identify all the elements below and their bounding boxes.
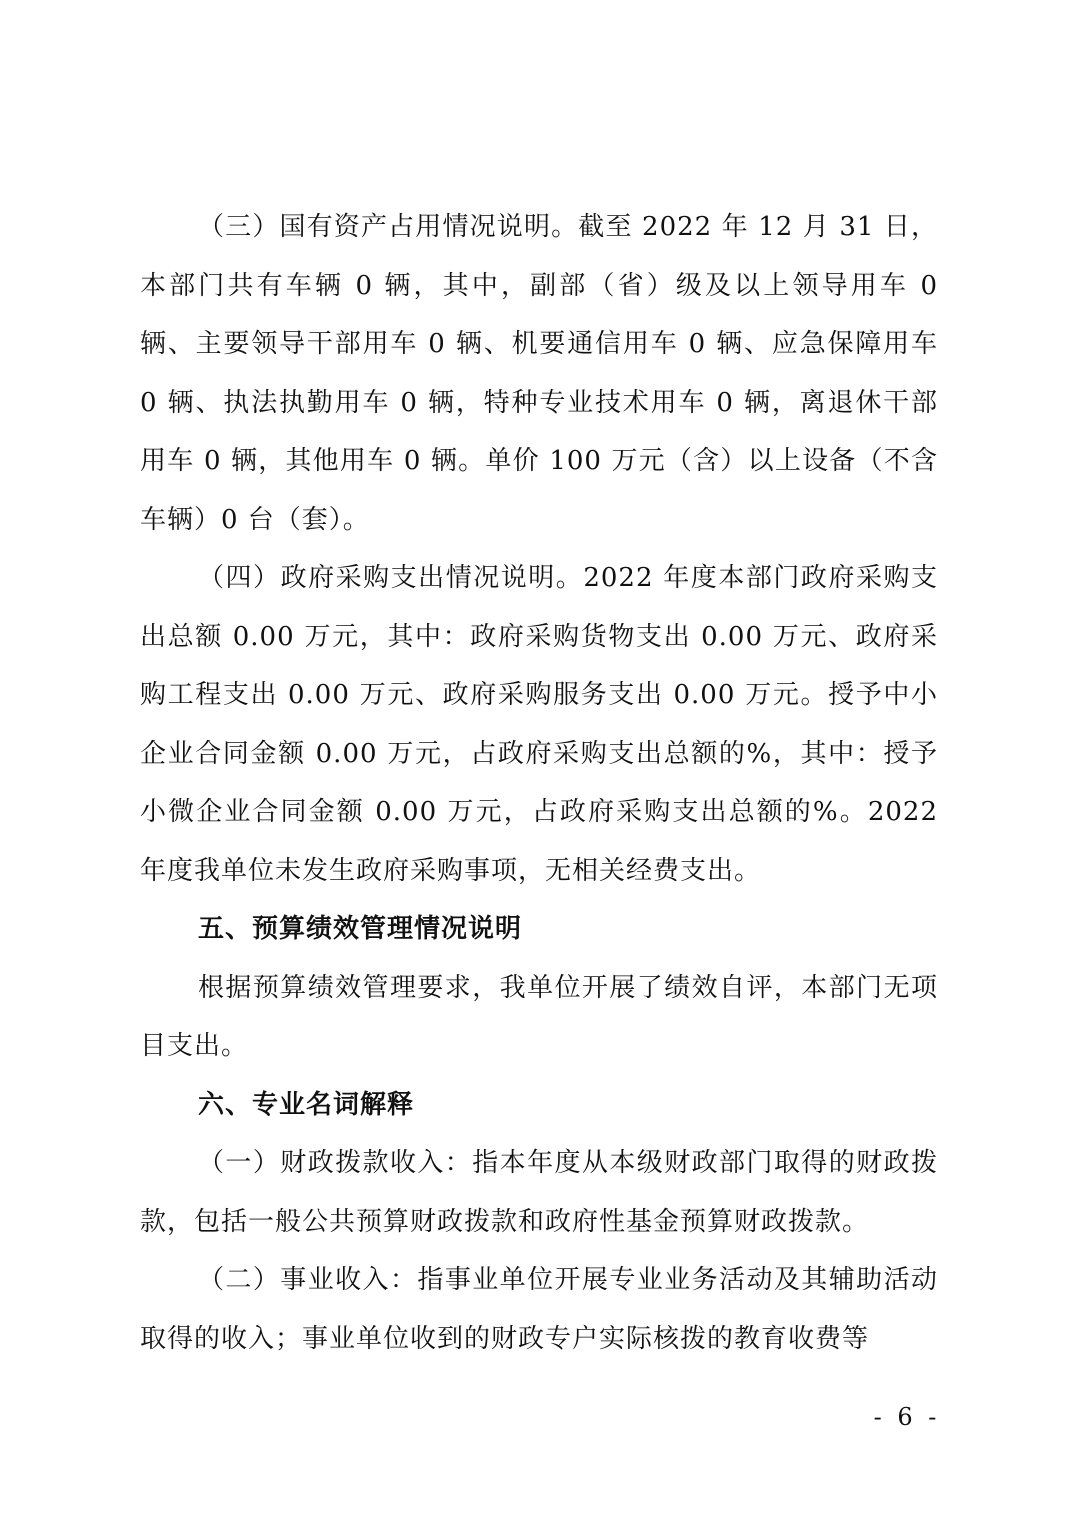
section-heading-budget-performance: 五、预算绩效管理情况说明	[198, 914, 523, 944]
paragraph-lead: （四）政府采购支出情况说明。	[198, 563, 584, 593]
paragraph-lead: （三）国有资产占用情况说明。	[198, 212, 579, 242]
section-heading-terminology: 六、专业名词解释	[198, 1089, 415, 1120]
page-number: - 6 -	[873, 1403, 941, 1431]
paragraph-government-procurement	[140, 549, 938, 900]
paragraph-business-income	[140, 1251, 938, 1368]
paragraph-text: 指本年度从本级财政部门取得的财政拨款，包括一般公共预算财政拨款和政府性基金预算财政拨款。	[140, 1148, 938, 1237]
paragraph-lead: （二）事业收入：	[198, 1265, 418, 1295]
paragraph-text: 指事业单位开展专业业务活动及其辅助活动取得的收入；事业单位收到的财政专户实际核拨的教育收费等	[140, 1265, 938, 1354]
document-body	[140, 198, 938, 1368]
paragraph-lead: （一）财政拨款收入：	[198, 1148, 473, 1178]
paragraph-fiscal-appropriation-income	[140, 1134, 938, 1251]
paragraph-text: 截至 2022 年 12 月 31 日，本部门共有车辆 0 辆，其中，副部（省）级及以上领导用车 0 辆、主要领导干部用车 0 辆、机要通信用车 0 辆、应急保障用车 0 辆、执法执勤用车 0 辆，特种专业技术用车 0 辆，离退休干部用车 0 辆，其他用车 0 辆。单价 100 万元（含）以上设备（不含车辆）0 台（套）。	[140, 212, 938, 535]
paragraph-text: 2022 年度本部门政府采购支出总额 0.00 万元，其中：政府采购货物支出 0.00 万元、政府采购工程支出 0.00 万元、政府采购服务支出 0.00 万元。授予中小企业合同金额 0.00 万元，占政府采购支出总额的%，其中：授予小微企业合同金额 0.00 万元，占政府采购支出总额的%。2022 年度我单位未发生政府采购事项，无相关经费支出。	[140, 563, 938, 886]
paragraph-budget-performance: 根据预算绩效管理要求，我单位开展了绩效自评，本部门无项目支出。	[140, 972, 938, 1061]
paragraph-state-assets	[140, 198, 938, 549]
